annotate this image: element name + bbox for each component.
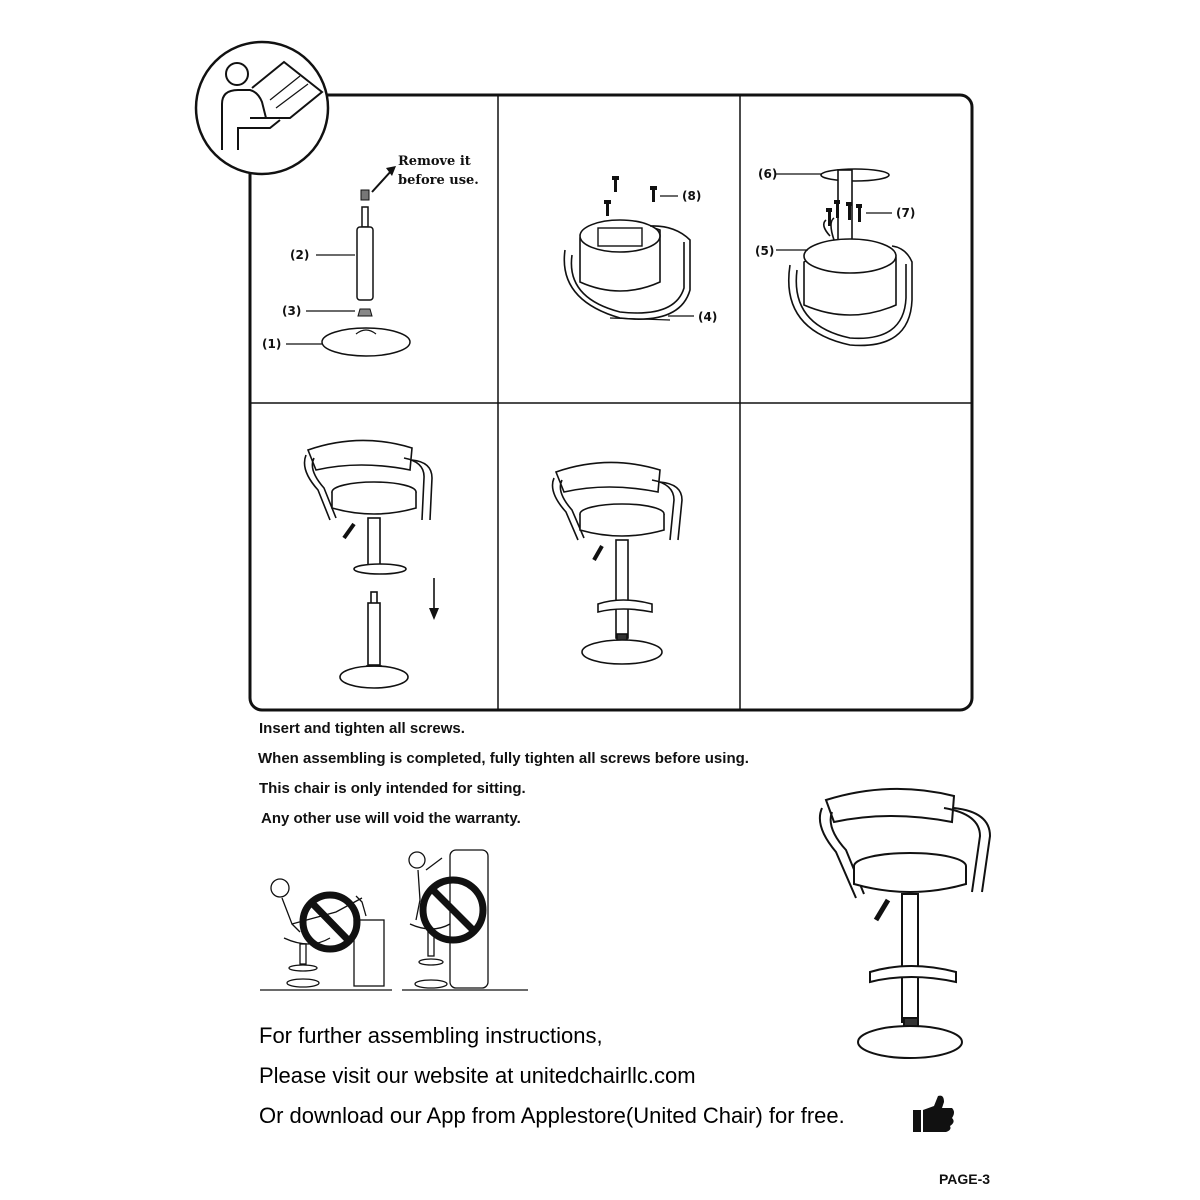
page-number: PAGE-3 [939,1171,991,1187]
prohibition-sign-icon [303,895,357,949]
part-label-4: (4) [698,310,718,324]
thumbs-up-icon [913,1096,954,1132]
remove-note-line1: Remove it [398,154,471,169]
further-line-3: Or download our App from Applestore(United Chair) for free. [259,1103,845,1128]
further-line-1: For further assembling instructions, [259,1023,603,1048]
part-label-6: (6) [758,167,778,181]
part-label-7: (7) [896,206,916,220]
instruction-line-4: Any other use will void the warranty. [261,810,521,827]
part-label-8: (8) [682,189,702,203]
instruction-line-1: Insert and tighten all screws. [259,720,465,737]
part-label-5: (5) [755,244,775,258]
instruction-line-2: When assembling is completed, fully tighten all screws before using. [258,750,749,767]
remove-note-line2: before use. [398,173,479,188]
part-label-3: (3) [282,304,302,318]
instruction-line-3: This chair is only intended for sitting. [259,780,526,797]
assembled-chair-illustration [820,789,990,1058]
part-label-1: (1) [262,337,282,351]
part-label-2: (2) [290,248,310,262]
further-line-2: Please visit our website at unitedchairllc.com [259,1063,696,1088]
